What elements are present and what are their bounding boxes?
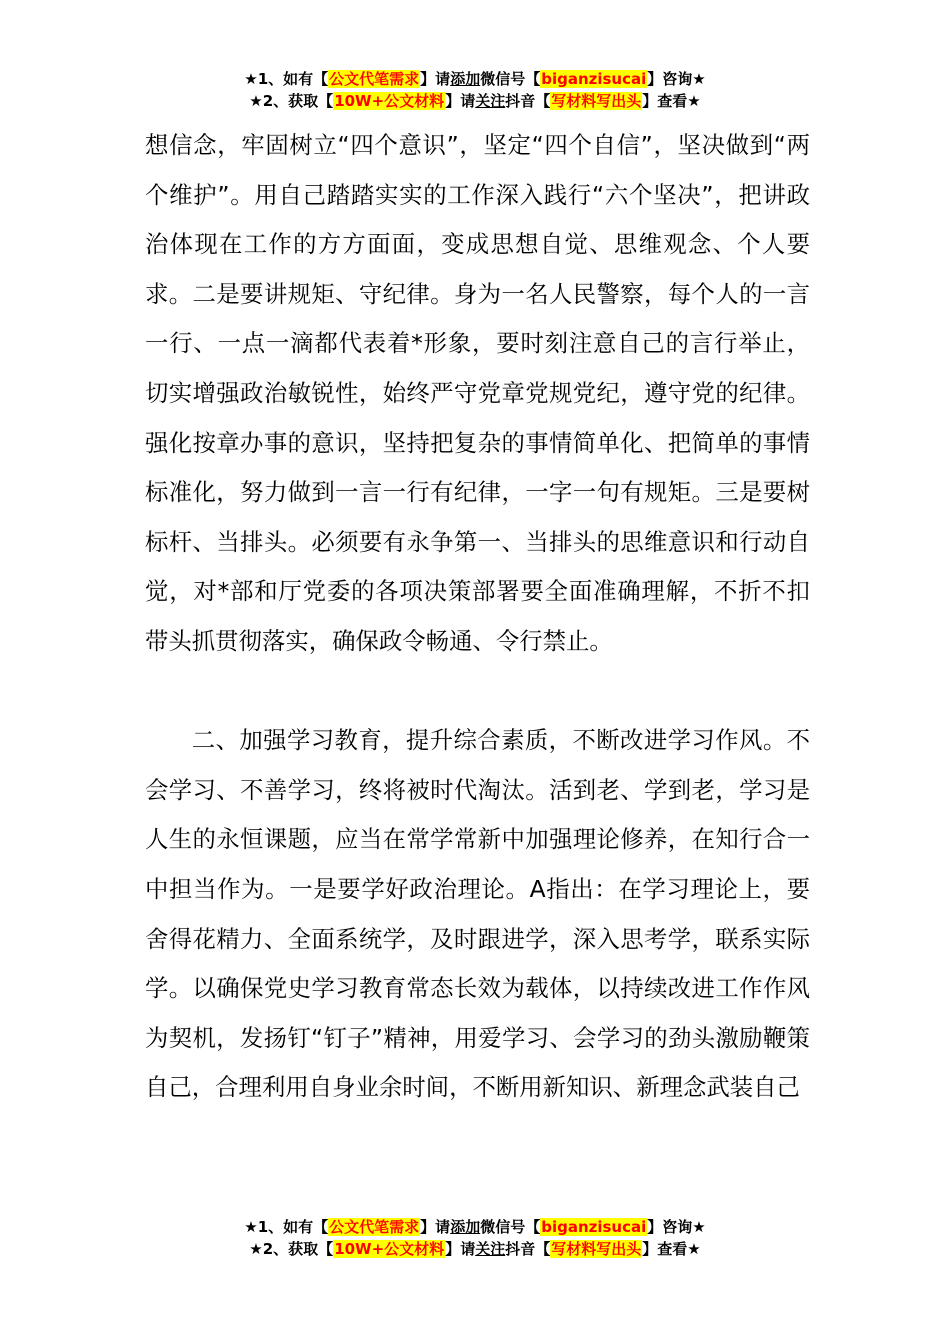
banner-text: 】查看★ [642, 92, 701, 110]
banner-text: 】咨询★ [647, 70, 706, 88]
banner-text: 抖音【 [505, 1240, 551, 1258]
header-banner [0, 68, 950, 112]
banner-text: 微信号【 [480, 1218, 541, 1236]
banner-line-1 [0, 68, 950, 90]
banner-text: 】请 [420, 1218, 451, 1236]
paragraph-gap [145, 667, 810, 717]
banner-text: 微信号【 [480, 70, 541, 88]
banner-text: ★2、获取【 [249, 1240, 334, 1258]
highlight-text: biganzisucai [541, 70, 647, 88]
banner-text: ★1、如有【 [244, 1218, 329, 1236]
banner-text: 】请 [445, 92, 476, 110]
body-paragraph-1: 想信念，牢固树立“四个意识”，坚定“四个自信”，坚决做到“两个维护”。用自己踏踏实实的工作深入践行“六个坚决”，把讲政治体现在工作的方方面面，变成思想自觉、思维观念、个人要求。二是要讲规矩、守纪律。身为一名人民警察，每个人的一言一行、一点一滴都代表着*形象，要时刻注意自己的言行举止，切实增强政治敏锐性，始终严守党章党规党纪，遵守党的纪律。强化按章办事的意识，坚持把复杂的事情简单化、把简单的事情标准化，努力做到一言一行有纪律，一字一句有规矩。三是要树标杆、当排头。必须要有永争第一、当排头的思维意识和行动自觉，对*部和厅党委的各项决策部署要全面准确理解，不折不扣带头抓贯彻落实，确保政令畅通、令行禁止。 [145, 131, 810, 655]
underlined-text: 关注 [475, 92, 506, 110]
banner-text: ★1、如有【 [244, 70, 329, 88]
highlight-text: 10W+公文材料 [334, 92, 445, 110]
underlined-text: 关注 [475, 1240, 506, 1258]
underlined-text: 添加 [450, 70, 481, 88]
highlight-text: 写材料写出头 [551, 92, 642, 110]
banner-line-2 [0, 1238, 950, 1260]
underlined-text: 添加 [450, 1218, 481, 1236]
document-body [145, 121, 810, 1113]
banner-text: ★2、获取【 [249, 92, 334, 110]
highlight-text: 10W+公文材料 [334, 1240, 445, 1258]
highlight-text: 公文代笔需求 [329, 1218, 420, 1236]
body-paragraph-2: 二、加强学习教育，提升综合素质，不断改进学习作风。不会学习、不善学习，终将被时代淘汰。活到老、学到老，学习是人生的永恒课题，应当在常学常新中加强理论修养，在知行合一中担当作为。一是要学好政治理论。A指出：在学习理论上，要舍得花精力、全面系统学，及时跟进学，深入思考学，联系实际学。以确保党史学习教育常态长效为载体，以持续改进工作作风为契机，发扬钉“钉子”精神，用爱学习、会学习的劲头激励鞭策自己，合理利用自身业余时间，不断用新知识、新理念武装自己 [145, 726, 810, 1102]
banner-text: 】请 [420, 70, 451, 88]
highlight-text: biganzisucai [541, 1218, 647, 1236]
banner-line-1 [0, 1216, 950, 1238]
banner-text: 】查看★ [642, 1240, 701, 1258]
banner-line-2 [0, 90, 950, 112]
banner-text: 】咨询★ [647, 1218, 706, 1236]
banner-text: 抖音【 [505, 92, 551, 110]
highlight-text: 写材料写出头 [551, 1240, 642, 1258]
footer-banner [0, 1216, 950, 1260]
banner-text: 】请 [445, 1240, 476, 1258]
highlight-text: 公文代笔需求 [329, 70, 420, 88]
